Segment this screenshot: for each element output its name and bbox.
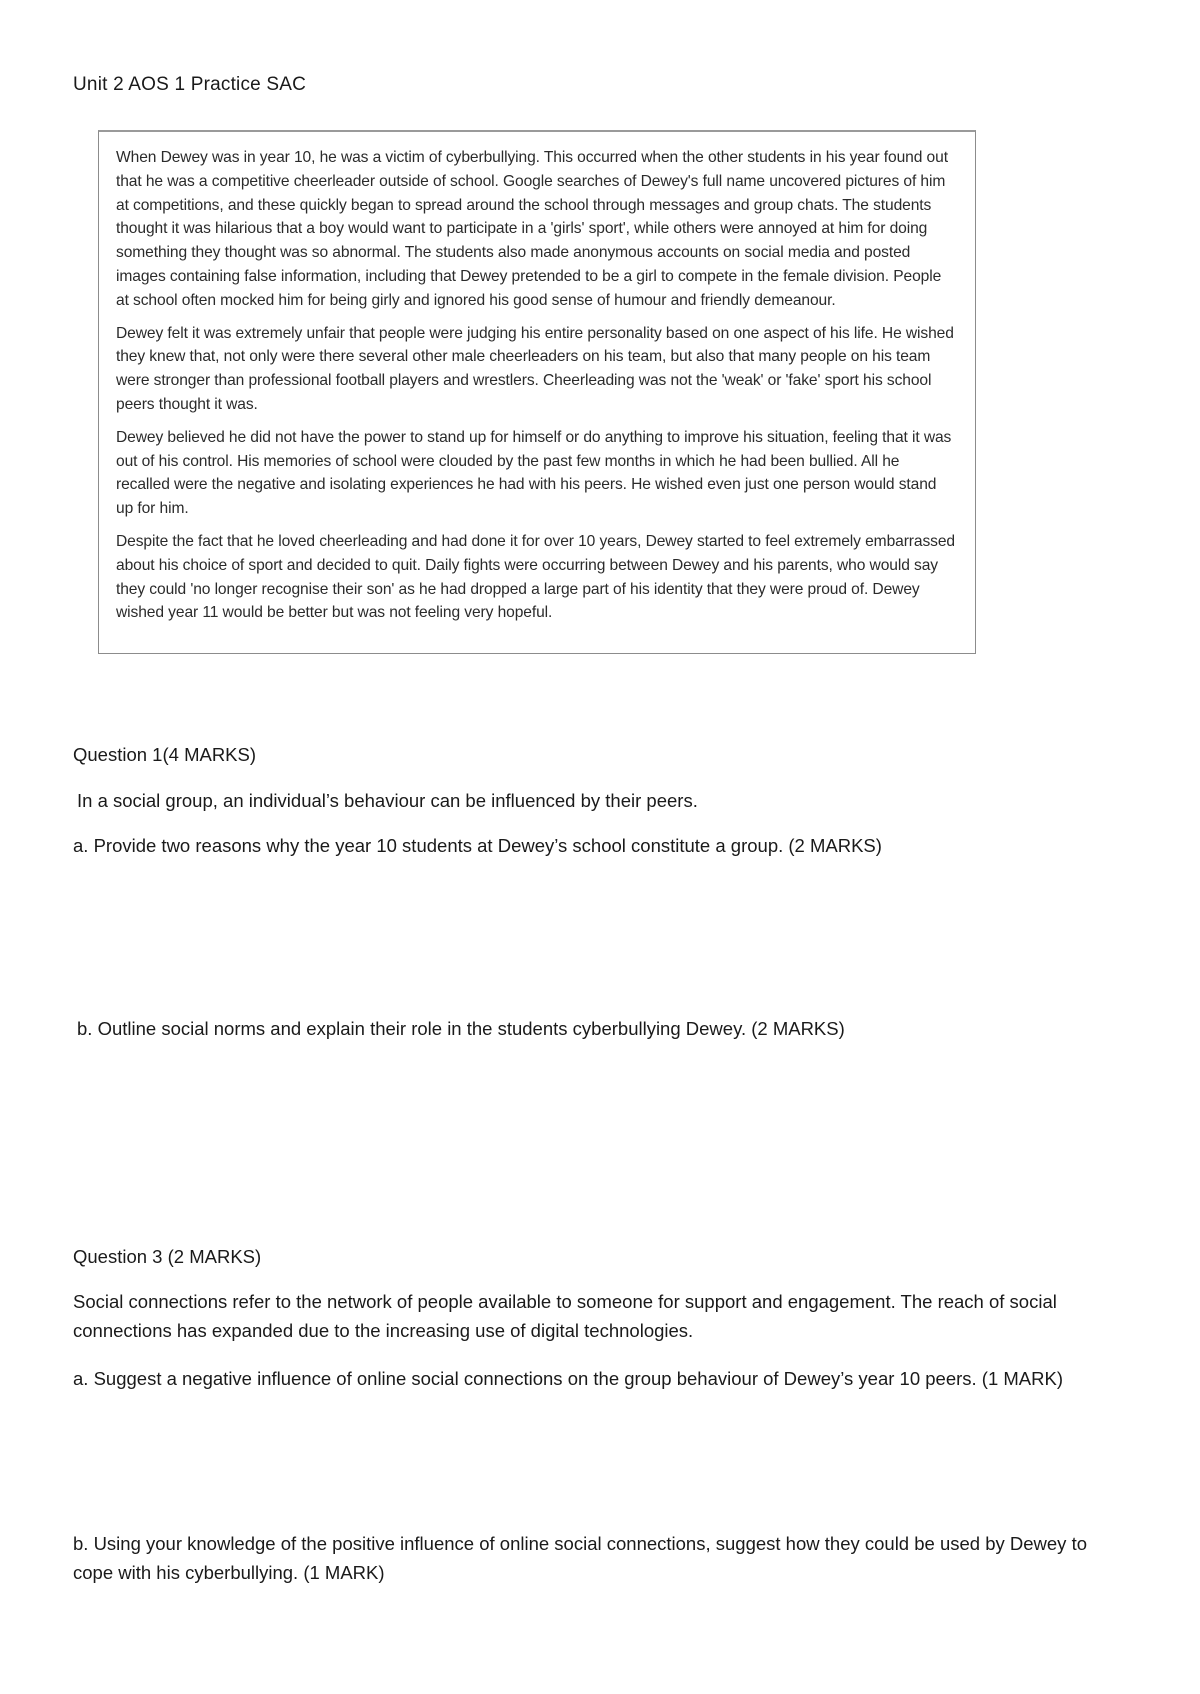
question-3a: a. Suggest a negative influence of online social connections on the group behaviour of Dewey’s year 10 peers. (1 MARK) bbox=[73, 1368, 1064, 1389]
question-1-stem: In a social group, an individual’s behaviour can be influenced by their peers. bbox=[77, 790, 698, 811]
question-1a: a. Provide two reasons why the year 10 students at Dewey’s school constitute a group. (2 MARKS) bbox=[73, 835, 882, 856]
page-title: Unit 2 AOS 1 Practice SAC bbox=[73, 74, 307, 95]
question-1-heading: Question 1(4 MARKS) bbox=[73, 744, 257, 765]
case-paragraph-3: Dewey believed he did not have the power to stand up for himself or do anything to improve his situation, feeling that it was out of his control. His memories of school were clouded by the past few months in which he had been bullied. All he recalled were the negative and isolating experiences he had with his peers. He wished even just one person would stand up for him. bbox=[116, 428, 952, 518]
case-paragraph-2: Dewey felt it was extremely unfair that people were judging his entire personality based on one aspect of his life. He wished they knew that, not only were there several other male cheerleaders on his team, but also that many people on his team were stronger than professional football players and wrestlers. Cheerleading was not the 'weak' or 'fake' sport his school peers thought it was. bbox=[116, 324, 954, 413]
case-paragraph-4: Despite the fact that he loved cheerleading and had done it for over 10 years, Dewey started to feel extremely embarrassed about his choice of sport and decided to quit. Daily fights were occurring between Dewey and his parents, who would say they could 'no longer recognise their son' as he had dropped a large part of his identity that they were proud of. Dewey wished year 11 would be better but was not feeling very hopeful. bbox=[116, 532, 956, 622]
question-3-stem: Social connections refer to the network of people available to someone for support and engagement. The reach of social connections has expanded due to the increasing use of digital technologies. bbox=[73, 1291, 1057, 1341]
case-paragraph-1: When Dewey was in year 10, he was a victim of cyberbullying. This occurred when the other students in his year found out that he was a competitive cheerleader outside of school. Google searches of Dewey's full name uncovered pictures of him at competitions, and these quickly began to spread around the school through messages and group chats. The students thought it was hilarious that a boy would want to participate in a 'girls' sport', while others were annoyed at him for doing something they thought was so abnormal. The students also made anonymous accounts on social media and posted images containing false information, including that Dewey pretended to be a girl to compete in the female division. People at school often mocked him for being girly and ignored his good sense of humour and friendly demeanour. bbox=[116, 149, 948, 309]
question-3-heading: Question 3 (2 MARKS) bbox=[73, 1246, 262, 1267]
case-study-box bbox=[98, 130, 976, 654]
question-1b: b. Outline social norms and explain their role in the students cyberbullying Dewey. (2 MARKS) bbox=[77, 1018, 845, 1039]
question-3b: b. Using your knowledge of the positive influence of online social connections, suggest how they could be used by Dewey to cope with his cyberbullying. (1 MARK) bbox=[73, 1533, 1088, 1583]
